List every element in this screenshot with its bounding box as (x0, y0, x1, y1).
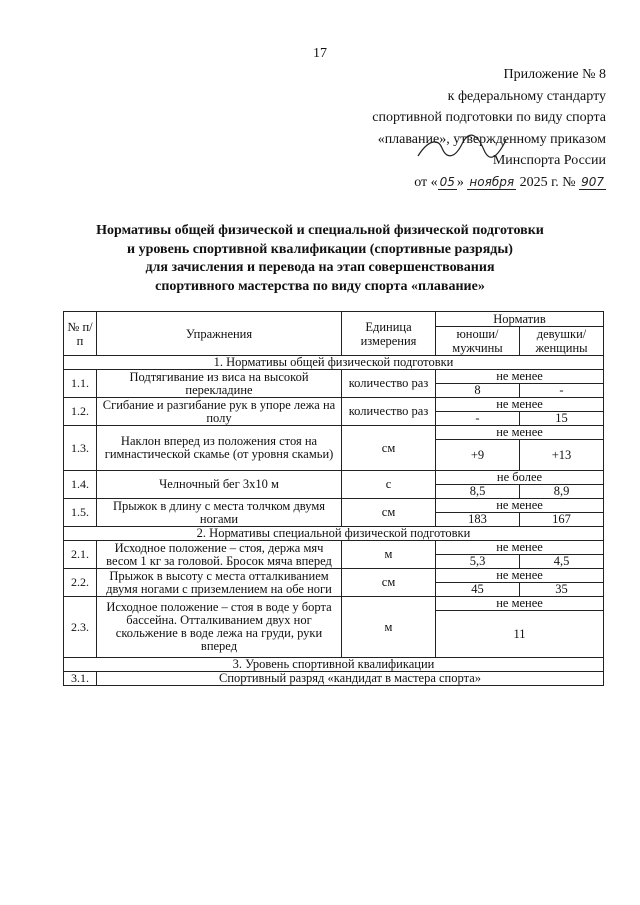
appendix-line: к федеральному стандарту (447, 88, 606, 104)
norm-boys: 5,3 (436, 555, 520, 569)
order-number: 907 (581, 174, 604, 189)
appendix-line: Минспорта России (492, 153, 606, 168)
unit-cell: см (342, 426, 436, 471)
norm-qualifier: не более (436, 471, 604, 485)
date-month: ноября (469, 174, 515, 189)
row-number: 2.1. (64, 541, 97, 569)
exercise-name: Прыжок в длину с места толчком двумя ногами (97, 499, 342, 527)
norm-girls: 4,5 (520, 555, 604, 569)
norm-both: 11 (436, 611, 604, 658)
appendix-line: Приложение № 8 (503, 67, 606, 82)
exercise-name: Подтягивание из виса на высокой перекладине (97, 370, 342, 398)
exercise-name: Исходное положение – стоя в воде у борта бассейна. Отталкиванием двух ног скольжение в воде лежа на груди, руки вперед (97, 597, 342, 658)
row-number: 2.3. (64, 597, 97, 658)
exercise-name: Наклон вперед из положения стоя на гимнастической скамье (от уровня скамьи) (97, 426, 342, 471)
appendix-line: «плавание», утвержденному приказом (377, 131, 606, 147)
section-title: 2. Нормативы специальной физической подготовки (64, 527, 604, 541)
norm-boys: 8,5 (436, 485, 520, 499)
appendix-line: спортивной подготовки по виду спорта (372, 110, 606, 125)
appendix-block (306, 64, 606, 193)
norm-qualifier: не менее (436, 597, 604, 611)
exercise-name: Челночный бег 3х10 м (97, 471, 342, 499)
title-line: Нормативы общей физической и специальной физической подготовки (96, 223, 544, 238)
norm-qualifier: не менее (436, 398, 604, 412)
section-title: 1. Нормативы общей физической подготовки (64, 356, 604, 370)
norm-qualifier: не менее (436, 569, 604, 583)
row-number: 1.5. (64, 499, 97, 527)
header-no: № п/п (64, 312, 97, 356)
norm-girls: 15 (520, 412, 604, 426)
exercise-name: Спортивный разряд «кандидат в мастера спорта» (97, 672, 604, 686)
header-norm: Норматив (436, 312, 604, 327)
exercise-name: Прыжок в высоту с места отталкиванием двумя ногами с приземлением на обе ноги (97, 569, 342, 597)
title-line: спортивного мастерства по виду спорта «плавание» (155, 278, 485, 294)
norm-qualifier: не менее (436, 370, 604, 384)
norm-boys: - (436, 412, 520, 426)
row-number: 1.1. (64, 370, 97, 398)
section-title: 3. Уровень спортивной квалификации (64, 658, 604, 672)
norm-girls: 8,9 (520, 485, 604, 499)
norm-girls: +13 (520, 440, 604, 471)
norm-boys: 183 (436, 513, 520, 527)
norms-table (63, 311, 604, 686)
unit-cell: см (342, 499, 436, 527)
header-girls: девушки/ женщины (520, 327, 604, 356)
unit-cell: м (342, 597, 436, 658)
date-mid: » (456, 174, 464, 190)
order-date-line (306, 172, 606, 194)
title-line: для зачисления и перевода на этап совершенствования (145, 260, 495, 275)
norm-boys: +9 (436, 440, 520, 471)
date-prefix: от « (414, 174, 438, 190)
unit-cell: с (342, 471, 436, 499)
norm-girls: 167 (520, 513, 604, 527)
page-number: 17 (313, 46, 327, 61)
unit-cell: количество раз (342, 398, 436, 426)
row-number: 1.3. (64, 426, 97, 471)
header-unit: Единица измерения (342, 312, 436, 356)
unit-cell: количество раз (342, 370, 436, 398)
exercise-name: Исходное положение – стоя, держа мяч весом 1 кг за головой. Бросок мяча вперед (97, 541, 342, 569)
norm-boys: 45 (436, 583, 520, 597)
norm-girls: - (520, 384, 604, 398)
exercise-name: Сгибание и разгибание рук в упоре лежа на полу (97, 398, 342, 426)
date-day: 05 (439, 174, 455, 189)
header-boys: юноши/ мужчины (436, 327, 520, 356)
title-line: и уровень спортивной квалификации (спортивные разряды) (127, 241, 513, 257)
norm-qualifier: не менее (436, 541, 604, 555)
row-number: 3.1. (64, 672, 97, 686)
row-number: 2.2. (64, 569, 97, 597)
signature-mark (414, 134, 510, 164)
row-number: 1.2. (64, 398, 97, 426)
norm-boys: 8 (436, 384, 520, 398)
norm-qualifier: не менее (436, 499, 604, 513)
unit-cell: м (342, 541, 436, 569)
header-exercise: Упражнения (97, 312, 342, 356)
row-number: 1.4. (64, 471, 97, 499)
unit-cell: см (342, 569, 436, 597)
norm-qualifier: не менее (436, 426, 604, 440)
norm-girls: 35 (520, 583, 604, 597)
date-year: 2025 г. № (519, 174, 576, 190)
document-title (0, 222, 640, 296)
